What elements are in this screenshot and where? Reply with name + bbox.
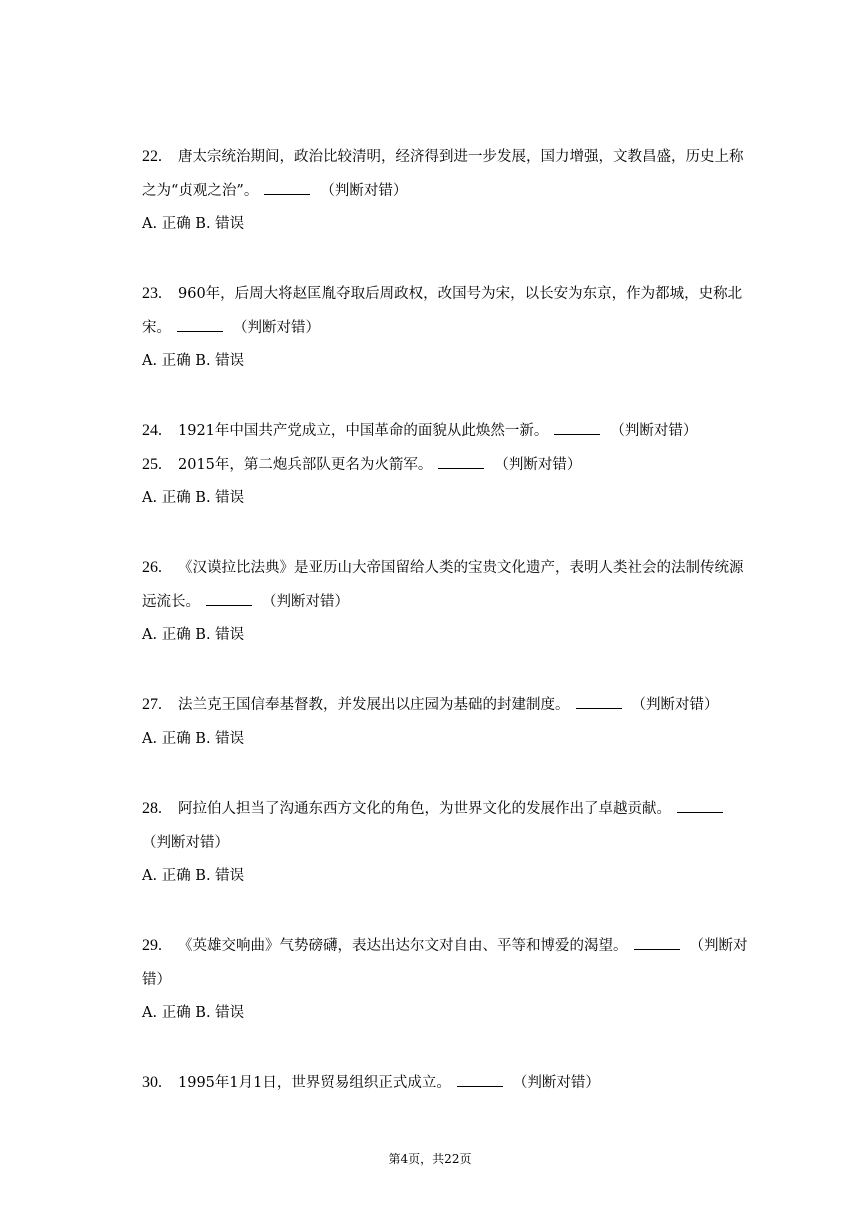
question-suffix: （判断对错） bbox=[233, 320, 320, 336]
options-28: A. 正确 B. 错误 bbox=[142, 868, 245, 884]
question-suffix: （判断对错） bbox=[512, 1075, 600, 1091]
options-22: A. 正确 B. 错误 bbox=[142, 216, 245, 232]
answer-blank[interactable] bbox=[634, 935, 680, 950]
question-number: 28. bbox=[142, 800, 162, 817]
options-27: A. 正确 B. 错误 bbox=[142, 731, 245, 747]
question-text: 《英雄交响曲》气势磅礴，表达出达尔文对自由、平等和博爱的渴望。 bbox=[178, 938, 628, 954]
question-text: 2015年，第二炮兵部队更名为火箭军。 bbox=[178, 457, 433, 473]
answer-blank[interactable] bbox=[457, 1072, 503, 1087]
options-29: A. 正确 B. 错误 bbox=[142, 1005, 245, 1021]
answer-blank[interactable] bbox=[438, 454, 484, 469]
page-footer: 第4页，共22页 bbox=[388, 1152, 472, 1166]
question-number: 25. bbox=[142, 456, 162, 473]
options-25: A. 正确 B. 错误 bbox=[142, 490, 245, 506]
question-text: 1921年中国共产党成立，中国革命的面貌从此焕然一新。 bbox=[178, 423, 549, 439]
question-25 bbox=[142, 448, 754, 482]
question-30 bbox=[142, 1066, 754, 1100]
answer-blank[interactable] bbox=[576, 694, 622, 709]
question-number: 26. bbox=[142, 559, 162, 576]
question-suffix: （判断对错） bbox=[142, 938, 748, 988]
answer-blank[interactable] bbox=[554, 420, 600, 435]
question-number: 29. bbox=[142, 937, 162, 954]
answer-blank[interactable] bbox=[677, 798, 723, 813]
question-text: 唐太宗统治期间，政治比较清明，经济得到进一步发展，国力增强，文教昌盛，历史上称之为“贞观之治”。 bbox=[142, 149, 744, 199]
question-text: 1995年1月1日，世界贸易组织正式成立。 bbox=[178, 1075, 451, 1091]
question-number: 23. bbox=[142, 285, 162, 302]
question-23 bbox=[142, 277, 754, 345]
question-suffix: （判断对错） bbox=[631, 697, 719, 713]
question-22 bbox=[142, 140, 754, 208]
question-number: 24. bbox=[142, 422, 162, 439]
question-27 bbox=[142, 688, 754, 722]
question-29 bbox=[142, 929, 754, 997]
question-suffix: （判断对错） bbox=[610, 423, 698, 439]
answer-blank[interactable] bbox=[177, 317, 223, 332]
question-26 bbox=[142, 551, 754, 619]
options-26: A. 正确 B. 错误 bbox=[142, 627, 245, 643]
question-28 bbox=[142, 792, 754, 860]
question-suffix: （判断对错） bbox=[262, 594, 349, 610]
question-text: 960年，后周大将赵匡胤夺取后周政权，改国号为宋，以长安为东京，作为都城，史称北宋。 bbox=[142, 286, 743, 336]
answer-blank[interactable] bbox=[206, 591, 252, 606]
question-suffix: （判断对错） bbox=[320, 183, 408, 199]
question-text: 法兰克王国信奉基督教，并发展出以庄园为基础的封建制度。 bbox=[178, 697, 570, 713]
question-suffix: （判断对错） bbox=[142, 835, 229, 851]
question-text: 《汉谟拉比法典》是亚历山大帝国留给人类的宝贵文化遗产，表明人类社会的法制传统源远流长。 bbox=[142, 560, 744, 610]
options-23: A. 正确 B. 错误 bbox=[142, 353, 245, 369]
answer-blank[interactable] bbox=[264, 180, 310, 195]
question-24 bbox=[142, 414, 754, 448]
question-text: 阿拉伯人担当了沟通东西方文化的角色，为世界文化的发展作出了卓越贡献。 bbox=[178, 801, 671, 817]
question-number: 27. bbox=[142, 696, 162, 713]
question-suffix: （判断对错） bbox=[494, 457, 582, 473]
question-number: 30. bbox=[142, 1074, 162, 1091]
question-number: 22. bbox=[142, 148, 162, 165]
